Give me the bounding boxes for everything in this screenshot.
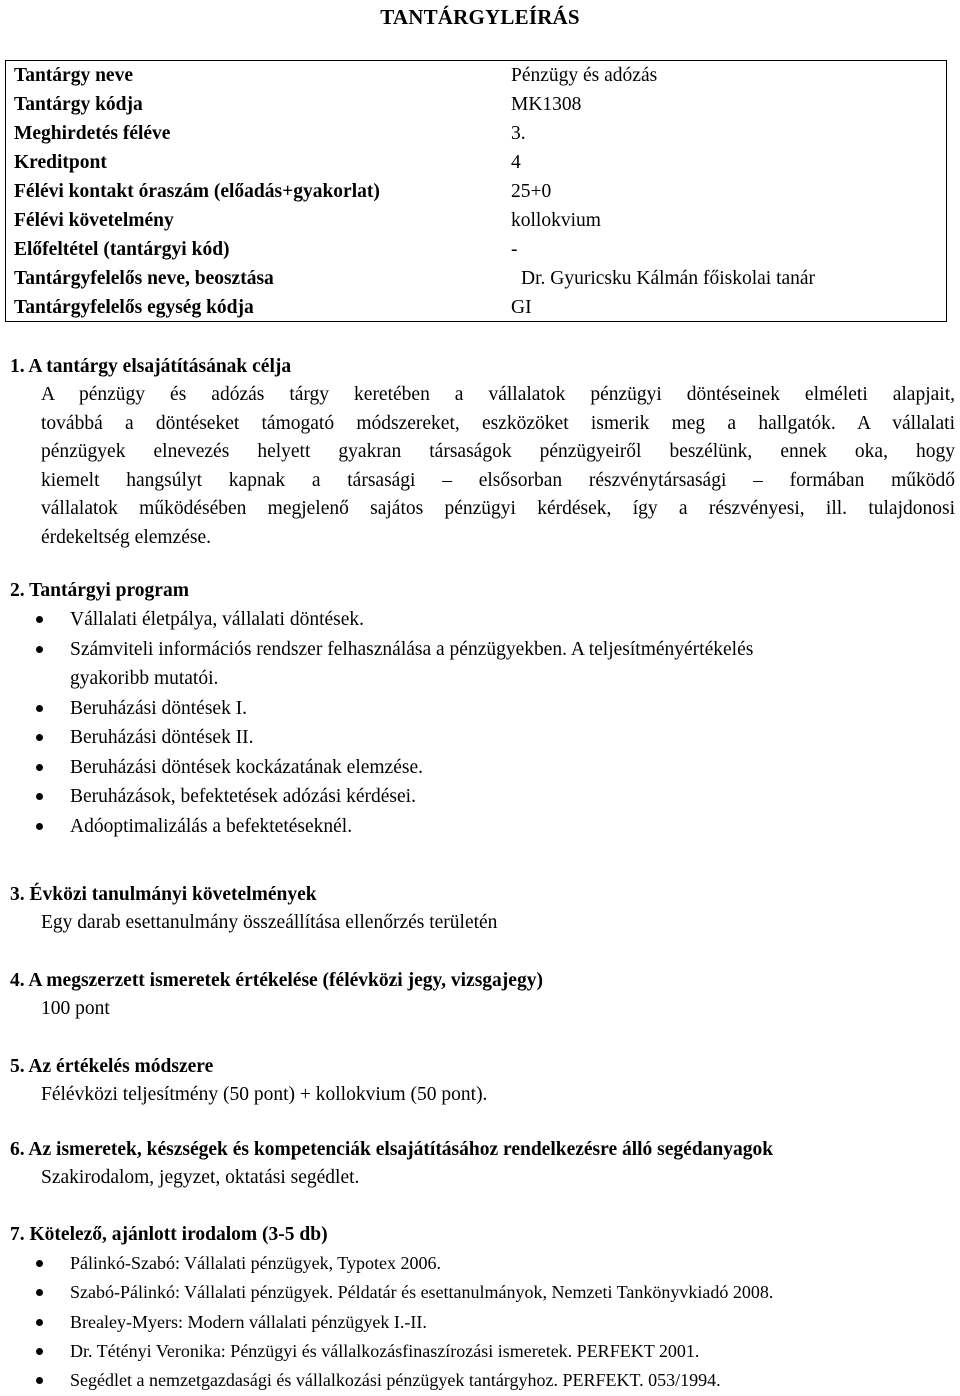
list-item: Beruházási döntések II. xyxy=(10,723,955,753)
list-item: Dr. Tétényi Veronika: Pénzügyi és vállalkozásfinaszírozási ismeretek. PERFEKT 2001. xyxy=(10,1337,955,1366)
section-heading: 6. Az ismeretek, készségek és kompetenciák elsajátításához rendelkezésre álló segédanyagok xyxy=(10,1139,774,1160)
bullet-icon xyxy=(36,1260,43,1267)
info-row-contact-hours xyxy=(6,177,946,206)
list-item: Pálinkó-Szabó: Vállalati pénzügyek, Typotex 2006. xyxy=(10,1249,955,1278)
info-row-responsible xyxy=(6,264,946,293)
info-value: Pénzügy és adózás xyxy=(511,65,658,86)
paragraph-line: vállalatok működésében megjelenő sajátos pénzügyi kérdések, így a részvényesi, ill. tulajdonosi xyxy=(41,498,955,520)
bullet-icon xyxy=(36,616,43,623)
section-course-goal xyxy=(10,352,955,553)
bullet-icon xyxy=(36,734,43,741)
list-item: Számviteli információs rendszer felhasználása a pénzügyekben. A teljesítményértékelés gyakoribb mutatói. xyxy=(10,635,955,694)
list-item: Szabó-Pálinkó: Vállalati pénzügyek. Példatár és esettanulmányok, Nemzeti Tankönyvkiadó 2008. xyxy=(10,1278,955,1307)
section-midterm-requirements xyxy=(10,880,955,938)
section-text: Szakirodalom, jegyzet, oktatási segédlet. xyxy=(41,1167,360,1188)
list-item: Beruházási döntések kockázatának elemzése. xyxy=(10,753,955,783)
info-label: Tantárgy neve xyxy=(14,65,133,86)
section-heading: 3. Évközi tanulmányi követelmények xyxy=(10,884,317,905)
literature-list xyxy=(10,1249,955,1395)
bullet-icon xyxy=(36,1377,43,1384)
info-value: GI xyxy=(511,297,532,318)
bullet-icon xyxy=(36,705,43,712)
list-item: Adóoptimalizálás a befektetéseknél. xyxy=(10,812,955,842)
info-label: Félévi kontakt óraszám (előadás+gyakorlat) xyxy=(14,181,380,202)
info-value: Dr. Gyuricsku Kálmán főiskolai tanár xyxy=(521,268,816,289)
section-paragraph xyxy=(10,381,955,553)
section-text: Félévközi teljesítmény (50 pont) + kollokvium (50 pont). xyxy=(41,1084,488,1105)
info-row-prerequisite xyxy=(6,235,946,264)
section-heading: 2. Tantárgyi program xyxy=(10,580,189,601)
info-label: Kreditpont xyxy=(14,152,107,173)
paragraph-line: továbbá a döntéseket támogató módszereket, eszközöket ismerik meg a hallgatók. A vállalati xyxy=(41,412,955,434)
info-label: Tantárgyfelelős neve, beosztása xyxy=(14,268,274,289)
section-heading: 7. Kötelező, ajánlott irodalom (3-5 db) xyxy=(10,1224,328,1245)
info-label: Meghirdetés féléve xyxy=(14,123,171,144)
bullet-icon xyxy=(36,793,43,800)
info-row-requirement xyxy=(6,206,946,235)
info-value: 3. xyxy=(511,123,526,144)
document-title: TANTÁRGYLEÍRÁS xyxy=(380,5,580,29)
bullet-icon xyxy=(36,1319,43,1326)
course-info-table xyxy=(5,60,947,322)
info-value: - xyxy=(511,239,518,260)
bullet-icon xyxy=(36,1348,43,1355)
list-item: Brealey-Myers: Modern vállalati pénzügyek I.-II. xyxy=(10,1308,955,1337)
info-row-unit-code xyxy=(6,293,946,322)
section-heading: 1. A tantárgy elsajátításának célja xyxy=(10,356,292,377)
paragraph-line: pénzügyek elnevezés helyett gyakran társaságok pénzügyeiről beszélünk, ennek oka, hogy xyxy=(41,441,955,463)
info-row-course-code xyxy=(6,90,946,119)
list-item: Segédlet a nemzetgazdasági és vállalkozási pénzügyek tantárgyhoz. PERFEKT. 053/1994. xyxy=(10,1366,955,1395)
section-text: Egy darab esettanulmány összeállítása ellenőrzés területén xyxy=(41,912,498,933)
info-row-course-name xyxy=(6,61,946,90)
list-item: Beruházások, befektetések adózási kérdései. xyxy=(10,782,955,812)
info-label: Tantárgy kódja xyxy=(14,94,143,115)
section-heading: 5. Az értékelés módszere xyxy=(10,1056,214,1077)
info-row-credits xyxy=(6,148,946,177)
list-item: Beruházási döntések I. xyxy=(10,694,955,724)
bullet-icon xyxy=(36,1289,43,1296)
section-literature xyxy=(10,1220,955,1395)
list-item: Vállalati életpálya, vállalati döntések. xyxy=(10,605,955,635)
bullet-icon xyxy=(36,764,43,771)
program-list xyxy=(10,605,955,841)
info-label: Tantárgyfelelős egység kódja xyxy=(14,297,254,318)
info-value: kollokvium xyxy=(511,210,601,231)
section-assessment xyxy=(10,966,955,1024)
paragraph-line: kiemelt hangsúlyt kapnak a társasági – elsősorban részvénytársasági – formában működő xyxy=(41,469,955,491)
info-value: 25+0 xyxy=(511,181,552,202)
bullet-icon xyxy=(36,646,43,653)
paragraph-line: A pénzügy és adózás tárgy keretében a vállalatok pénzügyi döntéseinek elméleti alapjait, xyxy=(41,384,955,405)
section-evaluation-method xyxy=(10,1052,955,1110)
info-row-semester xyxy=(6,119,946,148)
info-label: Félévi követelmény xyxy=(14,210,174,231)
section-program xyxy=(10,576,955,841)
paragraph-line: érdekeltség elemzése. xyxy=(41,526,211,548)
section-heading: 4. A megszerzett ismeretek értékelése (félévközi jegy, vizsgajegy) xyxy=(10,970,543,991)
info-value: MK1308 xyxy=(511,94,582,115)
info-label: Előfeltétel (tantárgyi kód) xyxy=(14,239,230,260)
section-text: 100 pont xyxy=(41,998,110,1019)
section-materials xyxy=(10,1135,955,1193)
info-value: 4 xyxy=(511,152,521,173)
bullet-icon xyxy=(36,823,43,830)
